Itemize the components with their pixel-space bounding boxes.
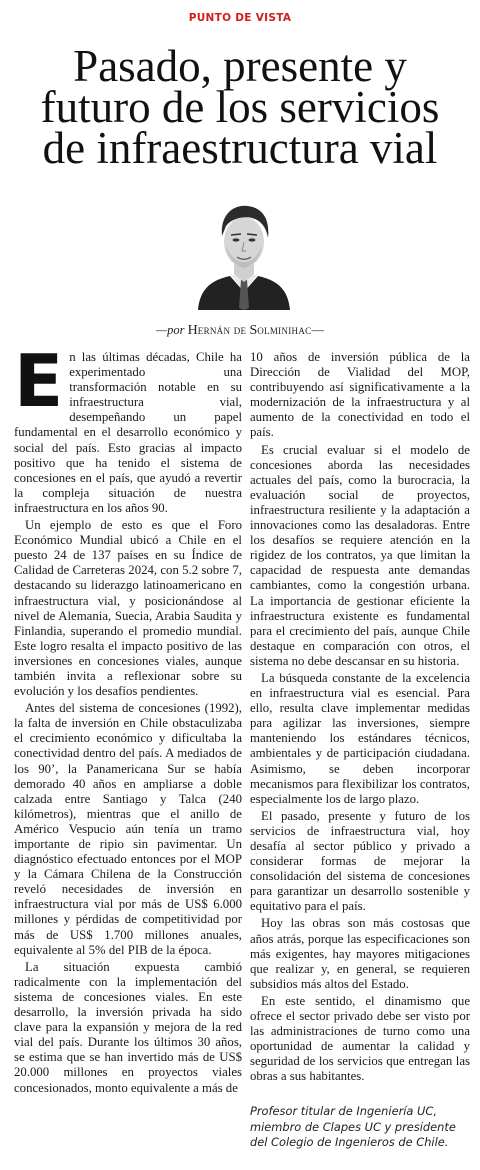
article-paragraph: Hoy las obras son más costosas que años atrás, porque las especificaciones son más exigentes, hay mayores mitigaciones que realizar y, en general, se requieren subsidios más altos del Estado.: [250, 916, 470, 991]
article-paragraph: [14, 339, 242, 516]
article-column-left: [14, 339, 242, 1098]
article-paragraph: La situación expuesta cambió radicalmente con la implementación del sistema de concesiones viales. En este desarrollo, la inversión privada ha sido clave para la expansión y mejora de la red vial del país. Durante los últimos 30 años, se estima que se han invertido más de US$ 20.000 millones en proyectos viales concesionados, monto equivalente a más de: [14, 959, 242, 1095]
section-label: PUNTO DE VISTA: [188, 12, 292, 24]
byline-name: olminihac: [257, 323, 312, 337]
drop-cap: E: [14, 339, 64, 423]
byline-suffix: —: [311, 323, 324, 337]
article-paragraph: Un ejemplo de esto es que el Foro Económico Mundial ubicó a Chile en el puesto 24 de 137 países en su Índice de Calidad de Carreteras 2024, con 5.2 sobre 7, destacando su liderazgo latinoamericano en infraestructura vial, y posicionándose al nivel de Alemania, Suecia, Arabia Saudita y Finlandia, superando el promedio mundial. Este logro resalta el impacto positivo de las inversiones en concesiones viales, aunque también invita a reflexionar sobre su evolución y los desafíos pendientes.: [14, 518, 242, 699]
article-paragraph: En este sentido, el dinamismo que ofrece el sector privado debe ser visto por las administraciones de turno como una oportunidad de aumentar la calidad y seguridad de los servicios que entregan las obras a sus habitantes.: [250, 993, 470, 1084]
article-column-right: [250, 350, 470, 1087]
byline-initial: S: [249, 323, 258, 338]
article-paragraph: El pasado, presente y futuro de los servicios de infraestructura vial, hoy desafía al sector público y privado a considerar formas de mejorar la consolidación del sistema de concesiones para garantizar un desarrollo sostenible y equitativo para el país.: [250, 808, 470, 914]
author-portrait: [196, 196, 292, 310]
byline-name: ernán de: [197, 323, 247, 337]
title-line: de infraestructura vial: [42, 123, 438, 173]
title-line: Pasado, presente y: [73, 41, 407, 91]
article-paragraph: Es crucial evaluar si el modelo de concesiones aborda las necesidades actuales del país, como la burocracia, la evaluación social de proyectos, infraestructura resiliente y la adaptación a innovaciones como las desaladoras. Entre los desafíos se requiere atención en la rigidez de los contratos, ya que limitan la capacidad de respuesta ante demandas cambiantes, como la congestión urbana. La importancia de gestionar eficiente la infraestructura existente es fundamental para el crecimiento del país, aunque Chile destaque en comparación con otros, el sistema no debe descansar en su historia.: [250, 442, 470, 668]
byline-initial: H: [187, 323, 198, 338]
article-paragraph: 10 años de inversión pública de la Dirección de Vialidad del MOP, contribuyendo así significativamente a la modernización de la infraestructura y al aumento de la conectividad en todo el país.: [250, 350, 470, 440]
byline-prefix: —por: [156, 323, 185, 337]
article-title: [0, 41, 480, 173]
article-paragraph: La búsqueda constante de la excelencia en infraestructura vial es esencial. Para ello, resulta clave implementar medidas para agilizar las inversiones, siempre manteniendo los estándares técnicos, ambientales y de participación ciudadana. Asimismo, se deben incorporar mecanismos para flexibilizar los contratos, especialmente los de largo plazo.: [250, 670, 470, 806]
byline: [0, 323, 480, 339]
paragraph-text: n las últimas décadas, Chile ha experimentado una transformación notable en su infraestructura vial, desempeñando un papel fundamental en el desarrollo económico y social del país. Esto gracias al impacto positivo que ha tenido el sistema de concesiones en el país, que ayudó a revertir la compleja situación de nuestra infraestructura en los años 90.: [14, 350, 242, 515]
author-signature: Profesor titular de Ingeniería UC, miembro de Clapes UC y presidente del Colegio de Ingenieros de Chile.: [250, 1104, 456, 1149]
article-paragraph: Antes del sistema de concesiones (1992), la falta de inversión en Chile obstaculizaba el crecimiento económico y dificultaba la conectividad dentro del país. A mediados de los 90’, la Panamericana Sur se había demorado 40 años en ampliarse a doble calzada entre Santiago y Talca (240 kilómetros), mientras que el anillo de Américo Vespucio aún tenía un tramo importante de ripio sin pavimentar. Un diagnóstico efectuado entonces por el MOP y la Cámara Chilena de la Construcción reveló necesidades de inversión en infraestructura vial por más de US$ 6.000 millones y pérdidas de competitividad por más de US$ 1.700 millones anuales, equivalente al 5% del PIB de la época.: [14, 701, 242, 957]
title-line: futuro de los servicios: [40, 82, 440, 132]
